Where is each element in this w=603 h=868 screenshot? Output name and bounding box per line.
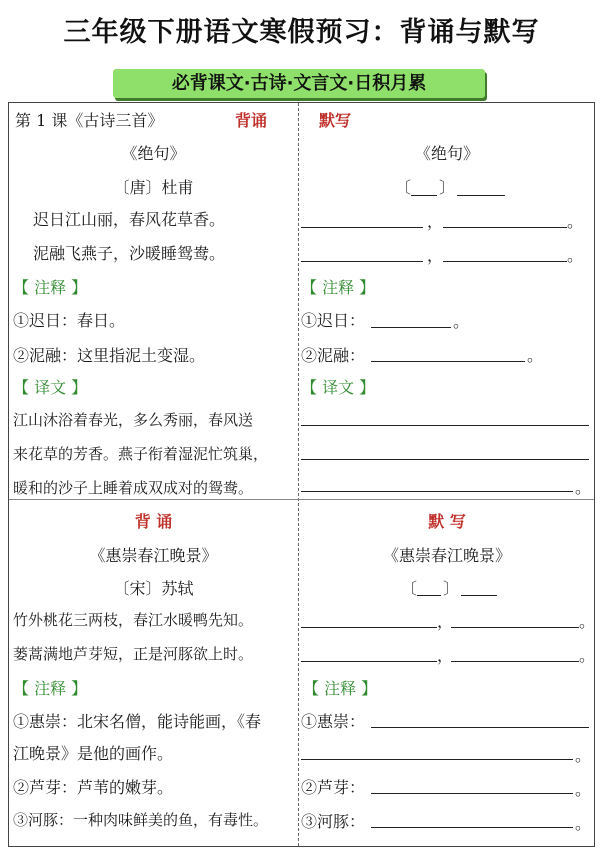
note-prompt: ②芦芽：	[301, 778, 366, 797]
blank-dynasty[interactable]	[411, 195, 437, 196]
poem-author: 〔唐〕杜甫	[113, 178, 194, 197]
period: 。	[579, 646, 596, 665]
blank-line[interactable]	[443, 227, 567, 228]
poem-author: 〔宋〕苏轼	[113, 579, 194, 598]
period: 。	[567, 246, 584, 265]
topic-banner: 必背课文·古诗·文言文·日积月累	[113, 69, 485, 98]
blank-line[interactable]	[451, 661, 579, 662]
comma: ，	[437, 612, 454, 631]
note-item: ③河豚：一种肉味鲜美的鱼，有毒性。	[13, 811, 269, 829]
note-prompt: ②泥融：	[301, 346, 366, 365]
poem-title: 《惠崇春江晚景》	[382, 546, 511, 565]
translation-line: 暖和的沙子上睡着成双成对的鸳鸯。	[13, 479, 254, 497]
blank-dynasty[interactable]	[417, 595, 441, 596]
note-item: ①惠崇：北宋名僧，能诗能画，《春	[13, 712, 262, 731]
blank-note[interactable]	[371, 827, 573, 828]
comma: ，	[427, 246, 444, 265]
blank-line[interactable]	[301, 627, 437, 628]
blank-author[interactable]	[457, 195, 505, 196]
blank-line[interactable]	[301, 759, 573, 760]
author-bracket-close: 〕	[443, 579, 460, 598]
blank-note[interactable]	[371, 793, 573, 794]
period: 。	[527, 346, 544, 365]
period: 。	[567, 212, 584, 231]
poem-title: 《惠崇春江晚景》	[89, 546, 218, 565]
blank-line[interactable]	[301, 491, 573, 492]
page-title: 三年级下册语文寒假预习：背诵与默写	[63, 17, 540, 48]
note-prompt: ①迟日：	[301, 311, 366, 330]
blank-note[interactable]	[371, 727, 589, 728]
author-bracket-close: 〕	[439, 178, 456, 197]
note-item: ②泥融：这里指泥土变湿。	[13, 346, 206, 365]
dictation-label: 默写	[319, 111, 352, 130]
worksheet-frame	[8, 102, 595, 847]
blank-line[interactable]	[301, 261, 423, 262]
poem-line: 竹外桃花三两枝，春江水暖鸭先知。	[13, 611, 254, 629]
notes-label: 【 注释 】	[13, 679, 88, 698]
translation-line: 来花草的芳香。燕子衔着湿泥忙筑巢，	[13, 445, 269, 463]
author-bracket-open: 〔	[395, 178, 412, 197]
blank-author[interactable]	[461, 595, 497, 596]
blank-line[interactable]	[301, 425, 589, 426]
notes-label: 【 注释 】	[303, 679, 378, 698]
comma: ，	[437, 646, 454, 665]
translation-label: 【 译文 】	[301, 378, 376, 397]
note-item: ①迟日：春日。	[13, 311, 126, 330]
dictation-label: 默 写	[428, 512, 466, 531]
period: 。	[579, 612, 596, 631]
blank-note[interactable]	[371, 361, 525, 362]
note-prompt: ③河豚：	[301, 812, 366, 831]
poem-title: 《绝句》	[414, 144, 479, 163]
lesson-title: 第 1 课《古诗三首》	[15, 111, 164, 130]
column-divider	[298, 103, 299, 846]
poem-line: 迟日江山丽，春风花草香。	[33, 210, 226, 229]
poem-title: 《绝句》	[121, 144, 186, 163]
notes-label: 【 注释 】	[301, 278, 376, 297]
section-divider	[9, 499, 594, 500]
period: 。	[575, 780, 592, 799]
note-prompt: ①惠崇：	[301, 712, 366, 731]
blank-line[interactable]	[451, 627, 579, 628]
period: 。	[575, 814, 592, 833]
comma: ，	[427, 212, 444, 231]
translation-label: 【 译文 】	[13, 378, 88, 397]
poem-line: 蒌蒿满地芦芽短，正是河豚欲上时。	[13, 645, 254, 663]
period: 。	[575, 746, 592, 765]
period: 。	[453, 312, 470, 331]
blank-line[interactable]	[301, 661, 437, 662]
note-item: ②芦芽：芦苇的嫩芽。	[13, 778, 174, 797]
author-bracket-open: 〔	[401, 579, 418, 598]
recite-label: 背诵	[235, 111, 268, 130]
period: 。	[575, 478, 592, 497]
translation-line: 江山沐浴着春光，多么秀丽，春风送	[13, 411, 254, 429]
notes-label: 【 注释 】	[13, 278, 88, 297]
blank-note[interactable]	[371, 327, 451, 328]
blank-line[interactable]	[443, 261, 567, 262]
blank-line[interactable]	[301, 459, 589, 460]
recite-label: 背 诵	[134, 512, 173, 531]
blank-line[interactable]	[301, 227, 423, 228]
poem-line: 泥融飞燕子，沙暖睡鸳鸯。	[33, 244, 226, 263]
note-item: 江晚景》是他的画作。	[13, 744, 174, 763]
